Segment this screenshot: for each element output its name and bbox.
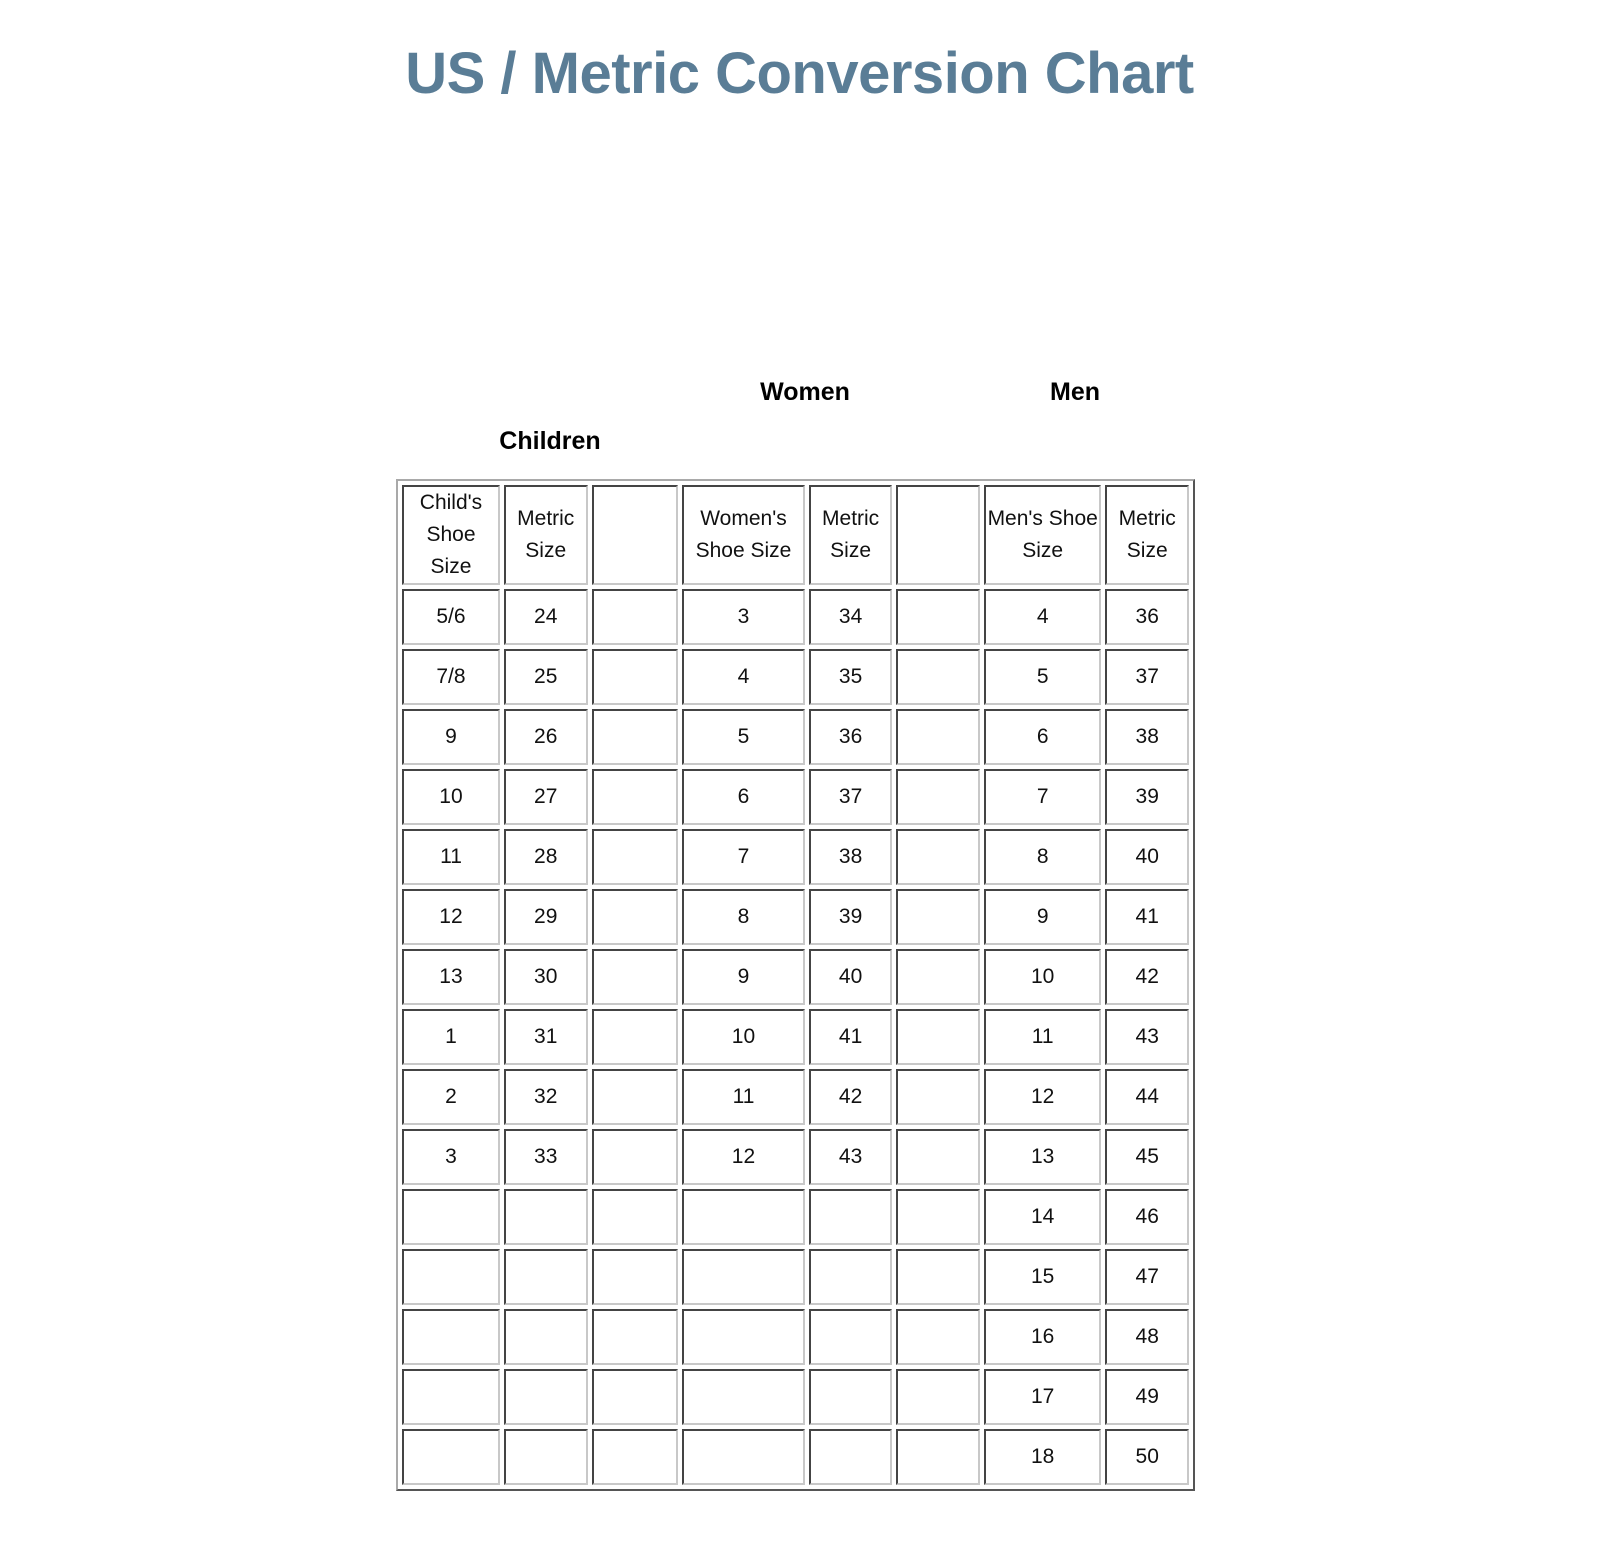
spacer-cell <box>896 1069 980 1125</box>
header-line: Child's <box>419 491 483 514</box>
spacer-cell <box>592 1249 679 1305</box>
women-size-cell: 6 <box>682 769 805 825</box>
men-metric-cell: 45 <box>1105 1129 1189 1185</box>
header-line: Size <box>1022 539 1064 562</box>
women-size-header <box>682 485 805 585</box>
men-metric-cell: 41 <box>1105 889 1189 945</box>
women-size-cell <box>682 1429 805 1485</box>
spacer-cell <box>592 709 679 765</box>
women-size-cell <box>682 1369 805 1425</box>
children-heading: Children <box>499 427 601 455</box>
spacer-cell <box>896 1429 980 1485</box>
men-metric-header <box>1105 485 1189 585</box>
spacer-cell <box>592 1129 679 1185</box>
child-size-cell: 1 <box>402 1009 500 1065</box>
child-size-cell: 9 <box>402 709 500 765</box>
table-header-row <box>402 485 1189 585</box>
women-metric-cell: 43 <box>809 1129 893 1185</box>
women-size-cell <box>682 1249 805 1305</box>
spacer-cell <box>896 1309 980 1365</box>
men-size-cell: 16 <box>984 1309 1102 1365</box>
table-row <box>402 949 1189 1005</box>
spacer-cell <box>896 1129 980 1185</box>
child-size-cell: 11 <box>402 829 500 885</box>
men-size-cell: 9 <box>984 889 1102 945</box>
child-metric-cell: 33 <box>504 1129 588 1185</box>
men-size-cell: 8 <box>984 829 1102 885</box>
child-metric-header <box>504 485 588 585</box>
women-metric-cell: 35 <box>809 649 893 705</box>
women-size-cell: 12 <box>682 1129 805 1185</box>
child-size-cell <box>402 1429 500 1485</box>
spacer-cell <box>896 1369 980 1425</box>
men-size-cell: 13 <box>984 1129 1102 1185</box>
spacer-cell <box>592 1069 679 1125</box>
table-row <box>402 709 1189 765</box>
conversion-table <box>396 479 1195 1491</box>
men-metric-cell: 46 <box>1105 1189 1189 1245</box>
spacer-header <box>896 485 980 585</box>
spacer-cell <box>896 1009 980 1065</box>
child-size-cell: 12 <box>402 889 500 945</box>
child-metric-cell <box>504 1309 588 1365</box>
child-metric-cell: 31 <box>504 1009 588 1065</box>
spacer-cell <box>592 1009 679 1065</box>
table-row <box>402 769 1189 825</box>
women-size-cell: 7 <box>682 829 805 885</box>
header-line: Metric <box>517 507 575 530</box>
spacer-cell <box>592 589 679 645</box>
men-metric-cell: 49 <box>1105 1369 1189 1425</box>
spacer-cell <box>896 709 980 765</box>
women-metric-cell: 39 <box>809 889 893 945</box>
women-size-cell: 4 <box>682 649 805 705</box>
men-size-cell: 5 <box>984 649 1102 705</box>
child-metric-cell: 29 <box>504 889 588 945</box>
spacer-header <box>592 485 679 585</box>
men-size-cell: 6 <box>984 709 1102 765</box>
child-size-cell: 7/8 <box>402 649 500 705</box>
child-metric-cell <box>504 1429 588 1485</box>
spacer-cell <box>592 949 679 1005</box>
women-size-cell: 3 <box>682 589 805 645</box>
women-metric-cell: 42 <box>809 1069 893 1125</box>
spacer-cell <box>592 649 679 705</box>
table-row <box>402 1429 1189 1485</box>
header-line: Shoe Size <box>426 523 476 578</box>
child-metric-cell <box>504 1249 588 1305</box>
child-metric-cell: 24 <box>504 589 588 645</box>
child-metric-cell: 32 <box>504 1069 588 1125</box>
spacer-cell <box>592 1429 679 1485</box>
women-metric-cell <box>809 1369 893 1425</box>
spacer-cell <box>896 829 980 885</box>
men-metric-cell: 42 <box>1105 949 1189 1005</box>
child-metric-cell: 28 <box>504 829 588 885</box>
child-size-cell: 10 <box>402 769 500 825</box>
child-metric-cell <box>504 1189 588 1245</box>
table-row <box>402 1189 1189 1245</box>
spacer-cell <box>896 769 980 825</box>
women-size-cell <box>682 1189 805 1245</box>
spacer-cell <box>592 1309 679 1365</box>
header-line: Size <box>1126 539 1168 562</box>
child-size-cell: 5/6 <box>402 589 500 645</box>
child-size-cell: 13 <box>402 949 500 1005</box>
women-metric-cell: 37 <box>809 769 893 825</box>
men-metric-cell: 47 <box>1105 1249 1189 1305</box>
table-row <box>402 589 1189 645</box>
child-metric-cell: 25 <box>504 649 588 705</box>
spacer-cell <box>896 1249 980 1305</box>
spacer-cell <box>896 649 980 705</box>
child-size-cell <box>402 1189 500 1245</box>
table-row <box>402 1129 1189 1185</box>
table-row <box>402 1309 1189 1365</box>
men-size-cell: 18 <box>984 1429 1102 1485</box>
spacer-cell <box>592 829 679 885</box>
women-size-cell: 5 <box>682 709 805 765</box>
table-row <box>402 1369 1189 1425</box>
women-metric-cell: 34 <box>809 589 893 645</box>
men-size-cell: 14 <box>984 1189 1102 1245</box>
women-size-cell: 11 <box>682 1069 805 1125</box>
table-row <box>402 829 1189 885</box>
men-metric-cell: 44 <box>1105 1069 1189 1125</box>
women-metric-cell <box>809 1249 893 1305</box>
header-line: Men's Shoe <box>987 507 1098 530</box>
spacer-cell <box>896 889 980 945</box>
women-metric-header <box>809 485 893 585</box>
women-metric-cell <box>809 1309 893 1365</box>
women-metric-cell: 36 <box>809 709 893 765</box>
women-size-cell <box>682 1309 805 1365</box>
child-size-cell <box>402 1369 500 1425</box>
spacer-cell <box>592 769 679 825</box>
table-row <box>402 1249 1189 1305</box>
men-metric-cell: 36 <box>1105 589 1189 645</box>
men-metric-cell: 37 <box>1105 649 1189 705</box>
child-size-cell <box>402 1309 500 1365</box>
men-size-header <box>984 485 1102 585</box>
spacer-cell <box>896 1189 980 1245</box>
women-heading: Women <box>760 378 850 406</box>
men-metric-cell: 40 <box>1105 829 1189 885</box>
header-line: Metric <box>1118 507 1176 530</box>
men-size-cell: 12 <box>984 1069 1102 1125</box>
child-metric-cell: 26 <box>504 709 588 765</box>
child-metric-cell <box>504 1369 588 1425</box>
child-size-cell: 2 <box>402 1069 500 1125</box>
women-metric-cell <box>809 1429 893 1485</box>
table-row <box>402 889 1189 945</box>
men-metric-cell: 48 <box>1105 1309 1189 1365</box>
women-metric-cell: 40 <box>809 949 893 1005</box>
header-line: Size <box>830 539 872 562</box>
child-size-cell <box>402 1249 500 1305</box>
spacer-cell <box>592 1369 679 1425</box>
men-heading: Men <box>1050 378 1100 406</box>
child-size-header <box>402 485 500 585</box>
table-row <box>402 649 1189 705</box>
header-line: Women's <box>700 507 787 530</box>
header-line: Shoe Size <box>695 539 792 562</box>
men-metric-cell: 50 <box>1105 1429 1189 1485</box>
women-size-cell: 8 <box>682 889 805 945</box>
men-size-cell: 15 <box>984 1249 1102 1305</box>
men-size-cell: 17 <box>984 1369 1102 1425</box>
page-title: US / Metric Conversion Chart <box>405 41 1194 106</box>
spacer-cell <box>592 889 679 945</box>
child-size-cell: 3 <box>402 1129 500 1185</box>
table-row <box>402 1009 1189 1065</box>
women-metric-cell: 38 <box>809 829 893 885</box>
women-metric-cell <box>809 1189 893 1245</box>
women-size-cell: 9 <box>682 949 805 1005</box>
spacer-cell <box>896 589 980 645</box>
child-metric-cell: 30 <box>504 949 588 1005</box>
women-metric-cell: 41 <box>809 1009 893 1065</box>
men-metric-cell: 38 <box>1105 709 1189 765</box>
men-metric-cell: 43 <box>1105 1009 1189 1065</box>
men-size-cell: 4 <box>984 589 1102 645</box>
table-row <box>402 1069 1189 1125</box>
spacer-cell <box>592 1189 679 1245</box>
child-metric-cell: 27 <box>504 769 588 825</box>
men-size-cell: 11 <box>984 1009 1102 1065</box>
men-size-cell: 7 <box>984 769 1102 825</box>
spacer-cell <box>896 949 980 1005</box>
men-metric-cell: 39 <box>1105 769 1189 825</box>
header-line: Size <box>525 539 567 562</box>
header-line: Metric <box>822 507 880 530</box>
women-size-cell: 10 <box>682 1009 805 1065</box>
men-size-cell: 10 <box>984 949 1102 1005</box>
